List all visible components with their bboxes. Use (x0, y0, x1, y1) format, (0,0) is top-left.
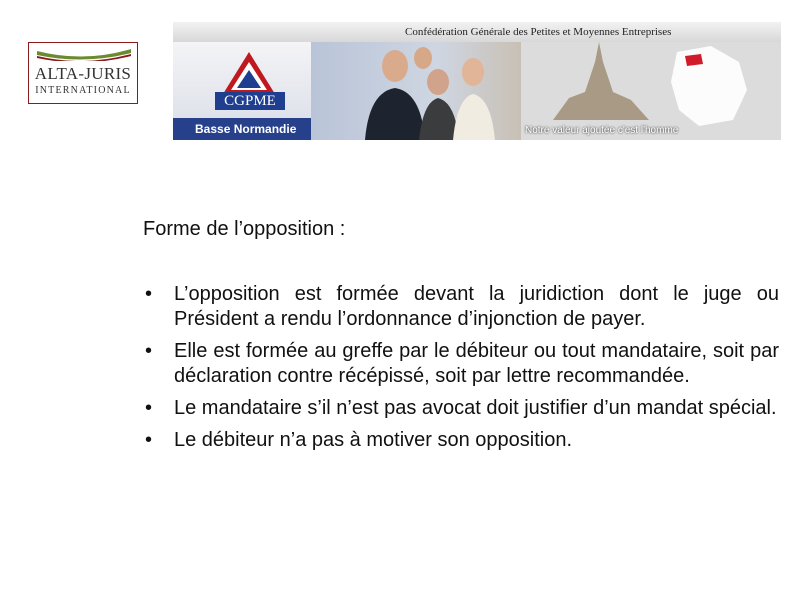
cgpme-banner (173, 22, 781, 140)
list-item (143, 339, 779, 389)
list-item (143, 428, 779, 453)
logo-name: ALTA-JURIS (34, 64, 132, 83)
alta-juris-logo (28, 42, 138, 104)
banner-title: Confédération Générale des Petites et Moyennes Entreprises (405, 26, 672, 38)
logo-subtitle: INTERNATIONAL (35, 85, 131, 96)
bullet-marker: • (145, 429, 153, 451)
people-silhouettes-icon (173, 22, 781, 140)
bullet-marker: • (145, 283, 153, 305)
list-item (143, 282, 779, 332)
region-label: Basse Normandie (173, 118, 311, 140)
bullet-list (143, 282, 779, 460)
list-item (143, 396, 779, 421)
bullet-marker: • (145, 397, 153, 419)
cgpme-label: CGPME (215, 92, 285, 110)
slide-heading: Forme de l’opposition : (143, 218, 346, 240)
bullet-text: Le mandataire s’il n’est pas avocat doit justifier d’un mandat spécial. (174, 397, 777, 419)
bullet-text: L’opposition est formée devant la juridiction dont le juge ou Président a rendu l’ordonnance d’injonction de payer. (174, 283, 779, 330)
logo-swoosh-icon (35, 47, 133, 61)
bullet-text: Le débiteur n’a pas à motiver son opposition. (174, 429, 573, 451)
banner-tagline: Notre valeur ajoutée c'est l'homme (525, 125, 679, 136)
bullet-marker: • (145, 340, 153, 362)
bullet-text: Elle est formée au greffe par le débiteur ou tout mandataire, soit par déclaration contre récépissé, soit par lettre recommandée. (174, 340, 779, 387)
